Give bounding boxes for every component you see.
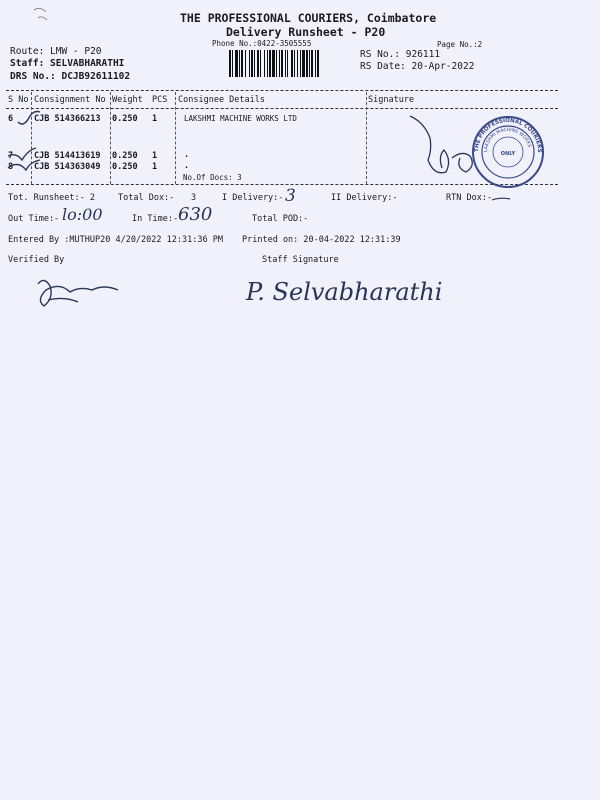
out-time-handwritten: lo:00 bbox=[62, 205, 103, 224]
row-weight: 0.250 bbox=[112, 114, 138, 124]
row-consignment: CJB 514363049 bbox=[34, 162, 101, 172]
col-pcs: PCS bbox=[152, 95, 168, 105]
verified-by-signature bbox=[38, 280, 118, 306]
row-sno: 6 bbox=[8, 114, 14, 124]
rs-date: RS Date: 20-Apr-2022 bbox=[360, 61, 475, 72]
stamp-outer-text: THE PROFESSIONAL COURIERS bbox=[473, 117, 543, 153]
verified-by-label: Verified By bbox=[8, 255, 65, 265]
document-title: Delivery Runsheet - P20 bbox=[226, 25, 386, 39]
in-time-handwritten: 630 bbox=[178, 204, 213, 225]
row-weight: 0.250 bbox=[112, 162, 138, 172]
route-label: Route: LMW - P20 bbox=[10, 46, 102, 57]
scribble bbox=[34, 8, 47, 20]
tot-runsheet: Tot. Runsheet:- 2 bbox=[8, 193, 95, 203]
col-consignment: Consignment No bbox=[34, 95, 106, 105]
row-consignment: CJB 514366213 bbox=[34, 114, 101, 124]
staff-signed-name: P. Selvabharathi bbox=[246, 278, 443, 306]
row-consignment: CJB 514413619 bbox=[34, 151, 101, 161]
drs-number: DRS No.: DCJB92611102 bbox=[10, 71, 131, 82]
i-delivery-label: I Delivery:- bbox=[222, 193, 284, 203]
stamp-inner-text: LAKSHMI MACHINE WORKS bbox=[483, 127, 532, 153]
staff-label: Staff: SELVABHARATHI bbox=[10, 58, 125, 69]
col-separator bbox=[110, 92, 111, 184]
row-pcs: 1 bbox=[152, 114, 158, 124]
company-stamp bbox=[470, 114, 546, 190]
total-dox-value: 3 bbox=[191, 193, 197, 203]
col-weight: Weight bbox=[112, 95, 143, 105]
staff-signature-label: Staff Signature bbox=[262, 255, 339, 265]
col-separator bbox=[31, 92, 32, 184]
entered-by: Entered By :MUTHUP20 4/20/2022 12:31:36 PM bbox=[8, 235, 223, 245]
page-number: Page No.:2 bbox=[437, 40, 483, 49]
i-delivery-handwritten: 3 bbox=[285, 186, 296, 206]
ii-delivery-label: II Delivery:- bbox=[331, 193, 398, 203]
table-top-rule bbox=[6, 90, 558, 91]
table-header-rule bbox=[6, 108, 558, 109]
barcode bbox=[229, 50, 357, 77]
rtn-dox-label: RTN Dox:- bbox=[446, 193, 493, 203]
out-time-label: Out Time:- bbox=[8, 214, 60, 224]
rtn-dash-mark bbox=[492, 198, 510, 200]
row-pcs: 1 bbox=[152, 162, 158, 172]
row-consignee: LAKSHMI MACHINE WORKS LTD bbox=[184, 114, 297, 123]
row-pcs: 1 bbox=[152, 151, 158, 161]
col-sno: S No bbox=[8, 95, 29, 105]
col-consignee: Consignee Details bbox=[178, 95, 265, 105]
printed-on: Printed on: 20-04-2022 12:31:39 bbox=[242, 235, 401, 245]
in-time-label: In Time:- bbox=[132, 214, 179, 224]
col-signature: Signature bbox=[368, 95, 415, 105]
consignee-signature bbox=[410, 116, 472, 173]
row-sno: 7 bbox=[8, 151, 14, 161]
company-name: THE PROFESSIONAL COURIERS, Coimbatore bbox=[180, 11, 437, 25]
row-sno: 8 bbox=[8, 162, 14, 172]
col-separator bbox=[175, 92, 176, 184]
total-pod-label: Total POD:- bbox=[252, 214, 309, 224]
col-separator bbox=[366, 92, 367, 184]
rs-number: RS No.: 926111 bbox=[360, 49, 441, 60]
row-consignee: . bbox=[184, 150, 190, 160]
total-dox-label: Total Dox:- bbox=[118, 193, 175, 203]
row-weight: 0.250 bbox=[112, 151, 138, 161]
row-consignee: . bbox=[184, 161, 190, 171]
no-of-docs: No.Of Docs: 3 bbox=[183, 173, 242, 182]
stamp-center-text: ONLY bbox=[500, 151, 516, 157]
phone-number: Phone No.:0422-3505555 bbox=[212, 39, 312, 48]
